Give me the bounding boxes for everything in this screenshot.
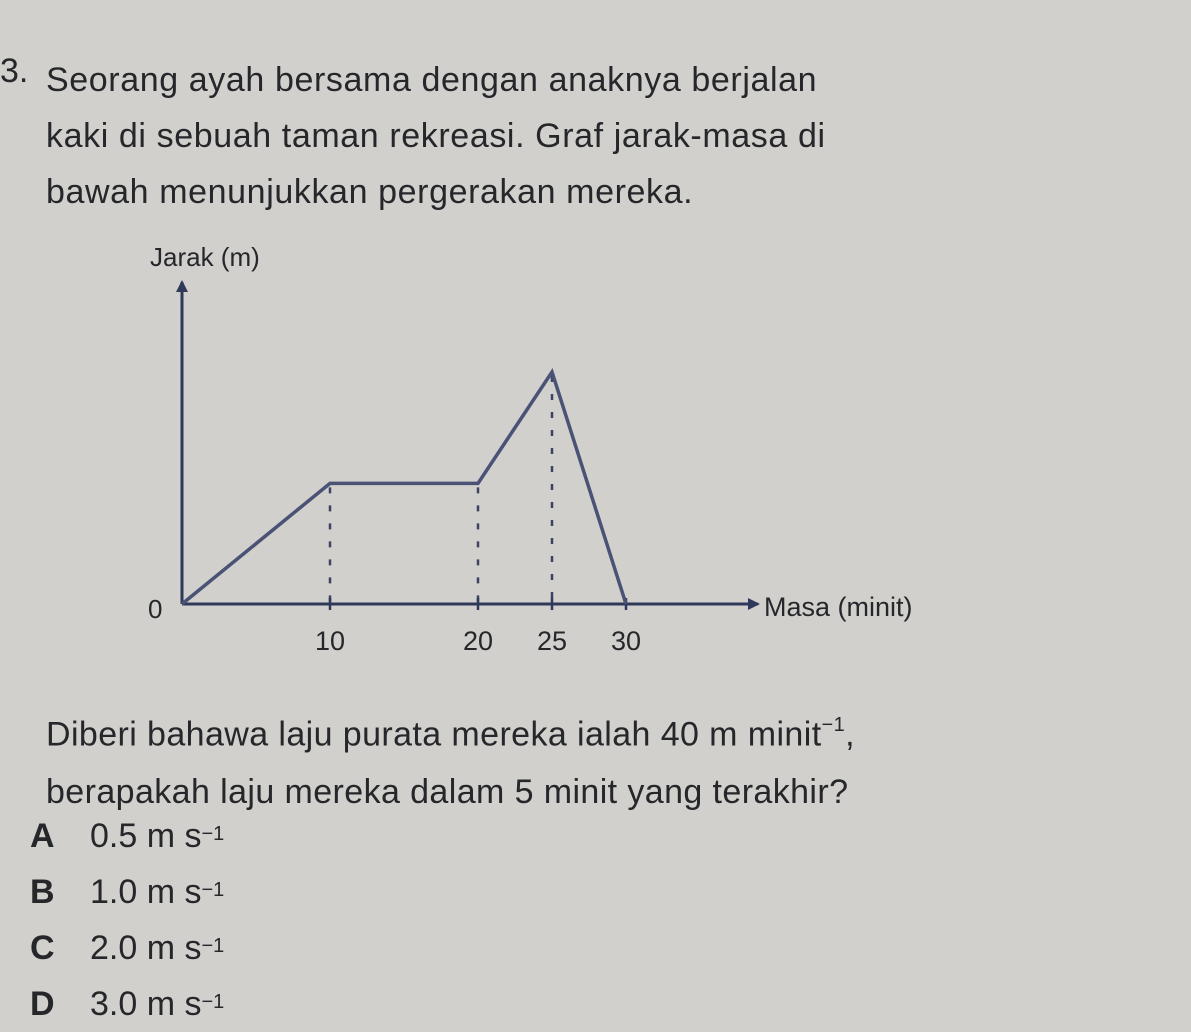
x-tick-label-20: 20 bbox=[462, 626, 494, 656]
option-b-letter: B bbox=[30, 872, 55, 911]
question-line-1: Seorang ayah bersama dengan anaknya berjalan bbox=[46, 61, 818, 99]
option-a-value: 0.5 m s bbox=[90, 816, 202, 855]
option-d-letter: D bbox=[30, 984, 55, 1023]
given-line-2: berapakah laju mereka dalam 5 minit yang terakhir? bbox=[46, 773, 849, 812]
given-line-1 bbox=[46, 698, 855, 763]
option-d-sup: −1 bbox=[201, 990, 225, 1013]
given-line-1-sup: −1 bbox=[821, 714, 846, 736]
origin-label: 0 bbox=[148, 594, 163, 624]
question-text bbox=[46, 52, 1166, 220]
option-c-sup: −1 bbox=[201, 934, 225, 957]
option-c-letter: C bbox=[30, 928, 55, 967]
option-b-sup: −1 bbox=[201, 878, 225, 901]
question-line-2: kaki di sebuah taman rekreasi. Graf jarak-masa di bbox=[46, 117, 826, 155]
distance-time-graph bbox=[0, 230, 1000, 670]
x-tick-label-10: 10 bbox=[314, 626, 346, 656]
option-c[interactable] bbox=[30, 920, 224, 976]
y-axis-label: Jarak (m) bbox=[150, 242, 260, 272]
given-line-1-end: , bbox=[845, 715, 856, 754]
option-a[interactable] bbox=[30, 808, 224, 864]
option-a-letter: A bbox=[30, 816, 55, 855]
dashed-guides bbox=[330, 376, 552, 604]
option-b[interactable] bbox=[30, 864, 224, 920]
question-number: 3. bbox=[0, 52, 29, 90]
given-info bbox=[46, 698, 855, 821]
option-c-value: 2.0 m s bbox=[90, 928, 202, 967]
given-line-1-text: Diberi bahawa laju purata mereka ialah 40 m minit bbox=[46, 715, 822, 754]
option-b-value: 1.0 m s bbox=[90, 872, 202, 911]
option-a-sup: −1 bbox=[201, 822, 225, 845]
x-axis-label: Masa (minit) bbox=[764, 592, 913, 622]
distance-line bbox=[182, 372, 626, 604]
x-ticks bbox=[315, 598, 641, 656]
question-line-3: bawah menunjukkan pergerakan mereka. bbox=[46, 173, 694, 211]
x-tick-label-30: 30 bbox=[610, 626, 642, 656]
option-d[interactable] bbox=[30, 976, 224, 1032]
answer-options bbox=[30, 808, 224, 1032]
option-d-value: 3.0 m s bbox=[90, 984, 202, 1023]
x-tick-label-25: 25 bbox=[536, 626, 568, 656]
